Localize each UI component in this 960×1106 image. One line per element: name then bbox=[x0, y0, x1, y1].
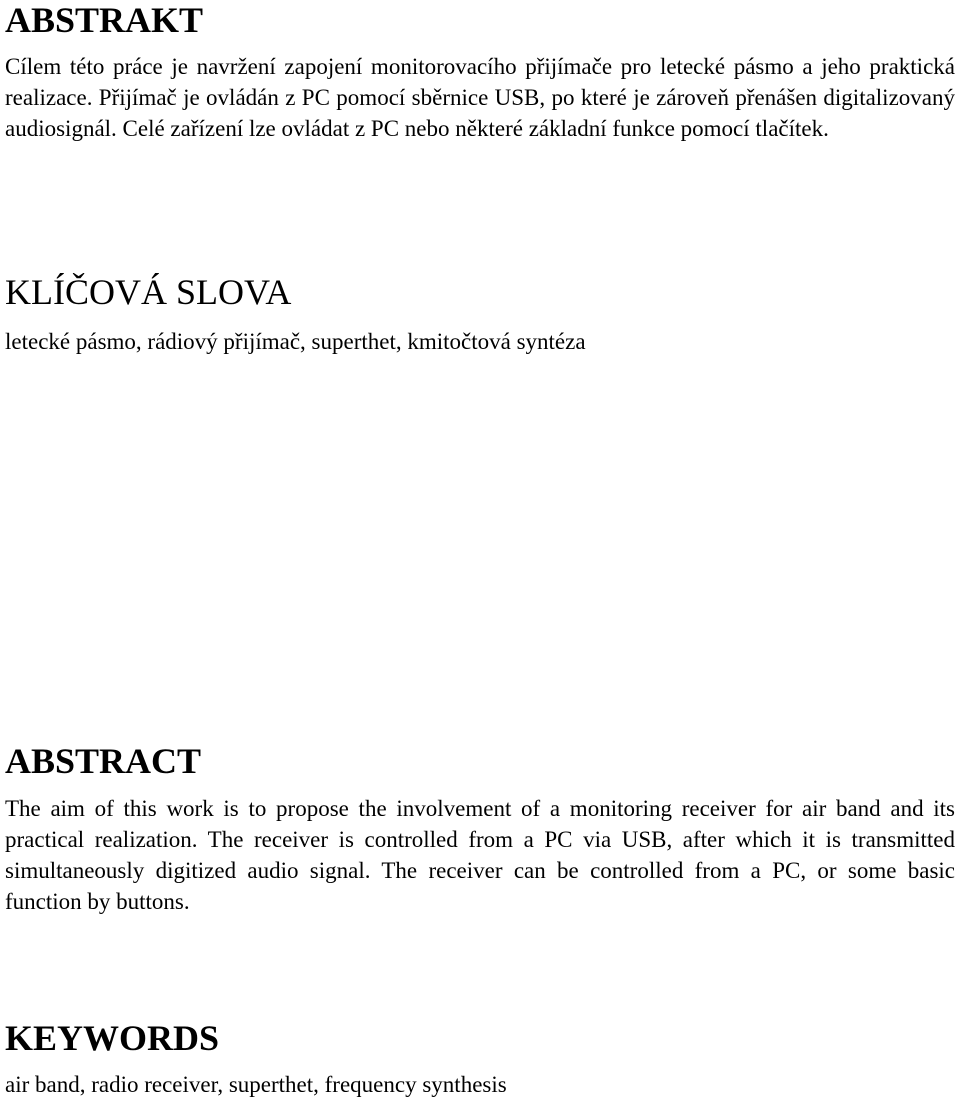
abstract-section bbox=[5, 741, 955, 917]
abstrakt-section bbox=[5, 0, 955, 144]
abstrakt-heading: ABSTRAKT bbox=[5, 0, 204, 40]
klicova-slova-section bbox=[5, 272, 955, 357]
keywords-section bbox=[5, 1018, 955, 1100]
abstract-paragraph: The aim of this work is to propose the involvement of a monitoring receiver for air band and its practical realization. The receiver is controlled from a PC via USB, after which it is transmitted simultaneously digitized audio signal. The receiver can be controlled from a PC, or some basic function by buttons. bbox=[5, 796, 955, 914]
keywords-heading: KEYWORDS bbox=[5, 1018, 220, 1058]
abstrakt-paragraph: Cílem této práce je navržení zapojení monitorovacího přijímače pro letecké pásmo a jeho praktická realizace. Přijímač je ovládán z PC pomocí sběrnice USB, po které je zároveň přenášen digitalizovaný audiosignál. Celé zařízení lze ovládat z PC nebo některé základní funkce pomocí tlačítek. bbox=[5, 54, 955, 141]
keywords-list: air band, radio receiver, superthet, frequency synthesis bbox=[5, 1072, 507, 1097]
klicova-slova-list: letecké pásmo, rádiový přijímač, superthet, kmitočtová syntéza bbox=[5, 329, 586, 354]
abstract-heading: ABSTRACT bbox=[5, 741, 202, 781]
klicova-slova-heading: KLÍČOVÁ SLOVA bbox=[5, 272, 292, 312]
